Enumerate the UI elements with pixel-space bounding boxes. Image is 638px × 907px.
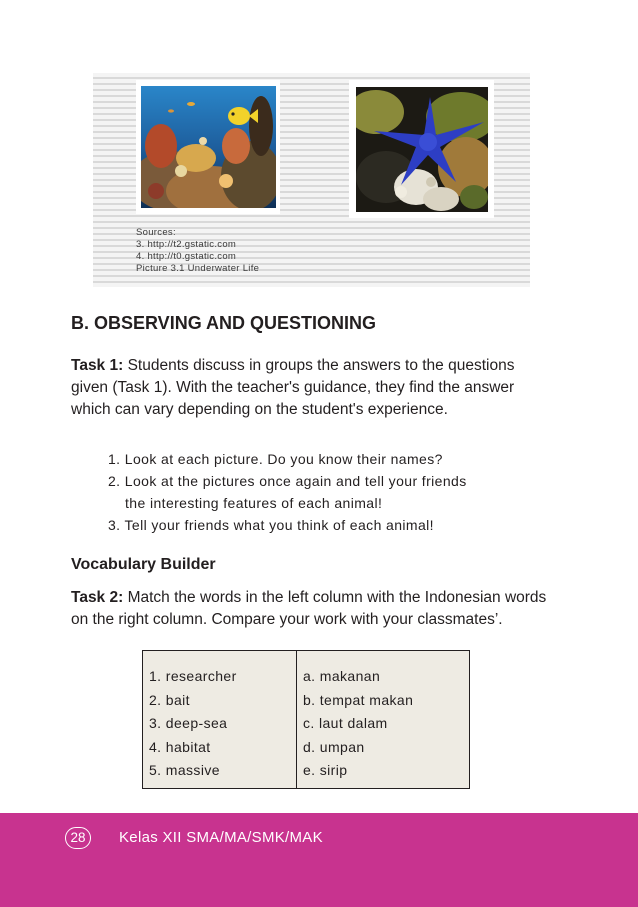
caption-line: Sources: — [136, 227, 176, 238]
caption-line: Picture 3.1 Underwater Life — [136, 263, 260, 274]
list-item — [108, 514, 528, 536]
book-title: Kelas XII SMA/MA/SMK/MAK — [119, 829, 323, 846]
table-row: 5. massive — [149, 762, 220, 778]
caption-line: 3. http://t2.gstatic.com — [136, 239, 237, 250]
question-text: 1. Look at each picture. Do you know their names? — [108, 451, 443, 467]
page-number: 28 — [65, 827, 91, 849]
task1-paragraph — [71, 355, 551, 421]
starfish-photo — [356, 87, 488, 212]
question-text: 2. Look at the pictures once again and tell your friends — [108, 473, 467, 489]
question-continuation: the interesting features of each animal! — [125, 495, 383, 511]
question-text: 3. Tell your friends what you think of each animal! — [108, 517, 434, 533]
indonesian-words-column — [297, 651, 469, 788]
table-row: 2. bait — [149, 691, 190, 708]
table-row: 3. deep-sea — [149, 715, 228, 731]
caption-line: 4. http://t0.gstatic.com — [136, 251, 237, 262]
english-words-column — [143, 651, 297, 788]
task2-paragraph — [71, 587, 551, 631]
vocabulary-builder-title: Vocabulary Builder — [71, 556, 216, 573]
list-item — [108, 470, 528, 514]
coral-reef-photo — [141, 86, 276, 208]
task1-label: Task 1: — [71, 357, 124, 374]
table-row: e. sirip — [303, 762, 348, 778]
task1-text: Students discuss in groups the answers to the questions given (Task 1). With the teacher's guidance, they find the answer which can vary depending on the student's experience. — [71, 357, 515, 418]
footer-band — [0, 813, 638, 907]
table-row: a. makanan — [303, 668, 381, 684]
table-row: 1. researcher — [149, 668, 237, 684]
question-list — [108, 448, 528, 536]
matching-table — [142, 650, 470, 789]
table-row: 4. habitat — [149, 738, 211, 755]
task2-label: Task 2: — [71, 589, 124, 606]
table-row: b. tempat makan — [303, 691, 414, 708]
list-item — [108, 448, 528, 470]
picture-caption — [136, 227, 259, 275]
task2-text: Match the words in the left column with the Indonesian words on the right column. Compare your work with your classmates’. — [71, 589, 547, 628]
table-row: c. laut dalam — [303, 715, 388, 731]
section-title: B. OBSERVING AND QUESTIONING — [71, 313, 377, 333]
table-row: d. umpan — [303, 738, 365, 755]
